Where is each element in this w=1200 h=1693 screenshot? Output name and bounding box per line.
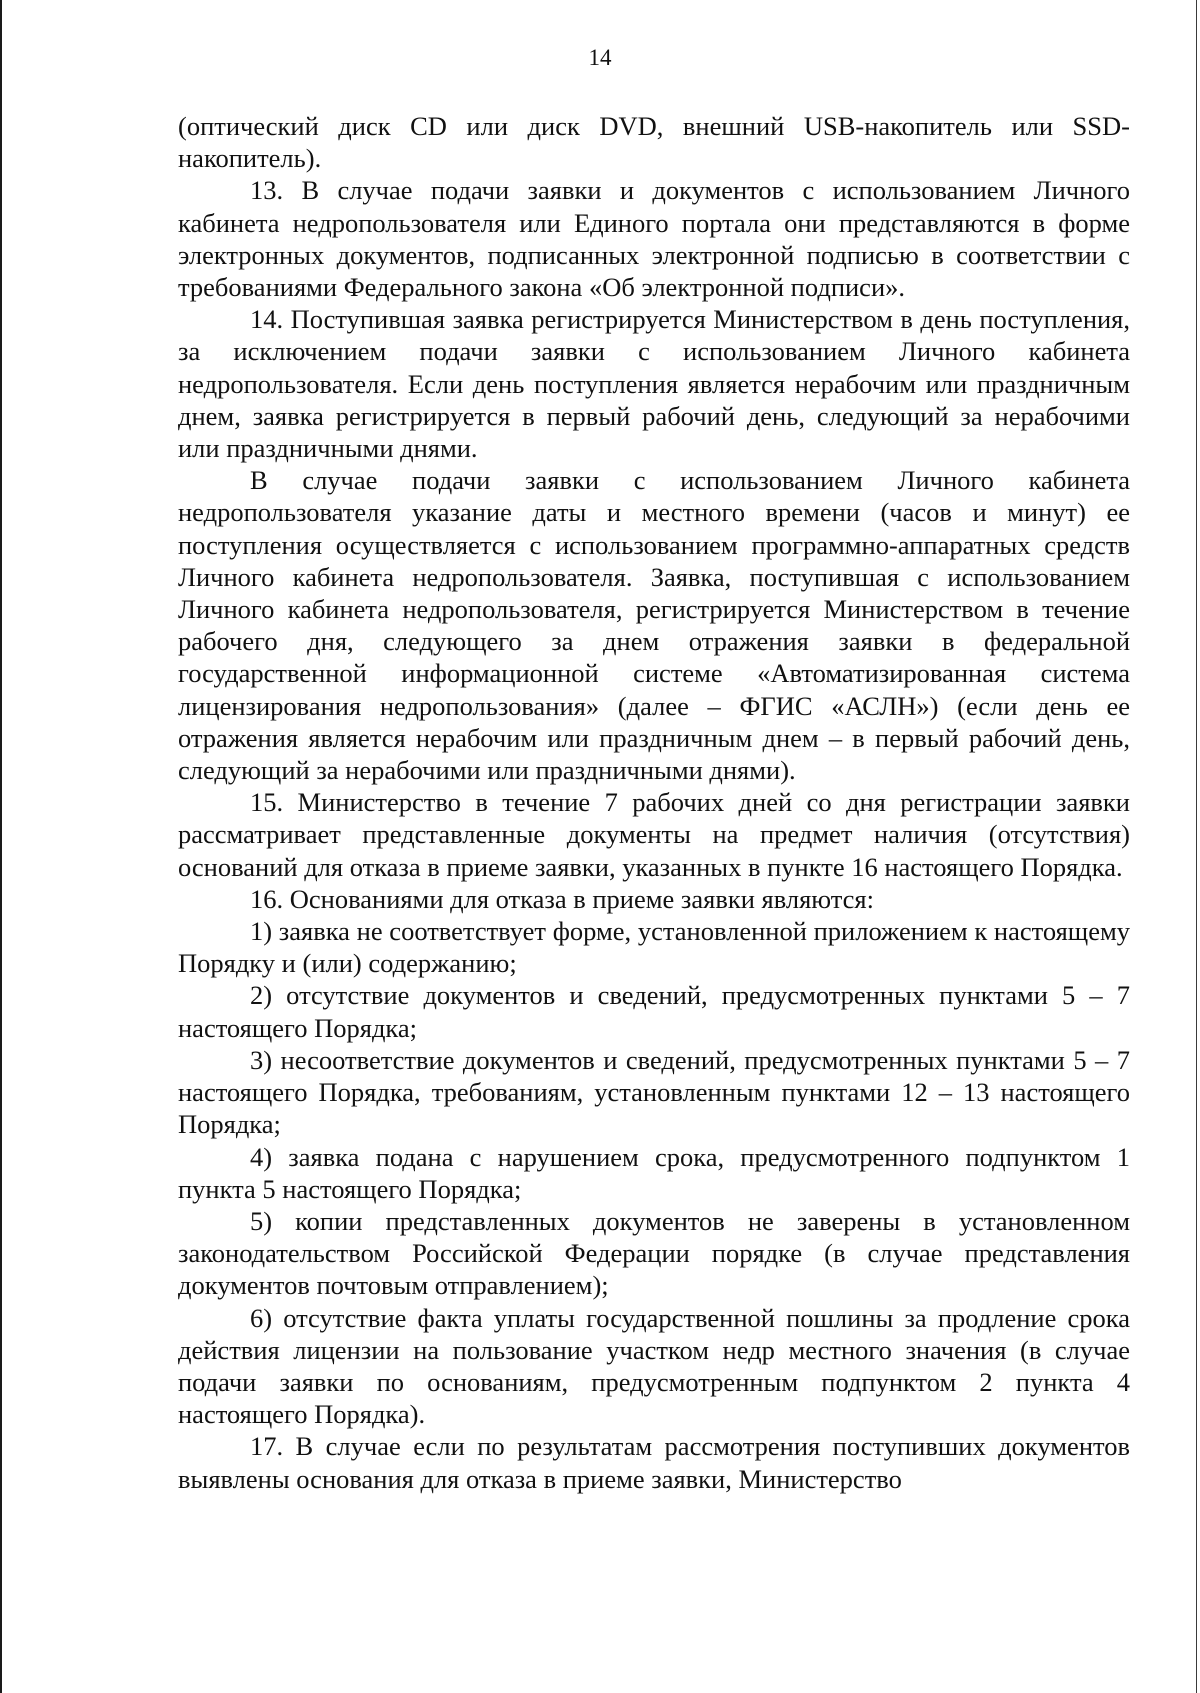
list-item-16-2: 2) отсутствие документов и сведений, предусмотренных пунктами 5 – 7 настоящего Порядка; [178, 980, 1130, 1043]
list-item-16-1: 1) заявка не соответствует форме, установленной приложением к настоящему Порядку и (или) содержанию; [178, 916, 1130, 979]
paragraph-13: 13. В случае подачи заявки и документов с использованием Личного кабинета недропользователя или Единого портала они представляются в форме электронных документов, подписанных электронной подписью в соответствии с требованиями Федерального закона «Об электронной подписи». [178, 175, 1130, 303]
document-body [178, 110, 1130, 1495]
page-number: 14 [588, 45, 612, 70]
list-item-16-4: 4) заявка подана с нарушением срока, предусмотренного подпунктом 1 пункта 5 настоящего Порядка; [178, 1141, 1130, 1204]
paragraph-15: 15. Министерство в течение 7 рабочих дней со дня регистрации заявки рассматривает представленные документы на предмет наличия (отсутствия) оснований для отказа в приеме заявки, указанных в пункте 16 настоящего Порядка. [178, 787, 1130, 882]
list-item-16-3: 3) несоответствие документов и сведений, предусмотренных пунктами 5 – 7 настоящего Порядка, требованиям, установленным пунктами 12 – 13 настоящего Порядка; [178, 1044, 1130, 1140]
paragraph-16: 16. Основаниями для отказа в приеме заявки являются: [250, 883, 874, 914]
scan-left-edge [0, 0, 2, 1693]
paragraph-14: 14. Поступившая заявка регистрируется Министерством в день поступления, за исключением подачи заявки с использованием Личного кабинета недропользователя. Если день поступления является нерабочим или праздничным днем, заявка регистрируется в первый рабочий день, следующий за нерабочими или праздничными днями. [178, 304, 1130, 464]
list-item-16-5: 5) копии представленных документов не заверены в установленном законодательством Российской Федерации порядке (в случае представления документов почтовым отправлением); [178, 1205, 1130, 1301]
paragraph-continuation: (оптический диск CD или диск DVD, внешний USB-накопитель или SSD-накопитель). [178, 111, 1130, 174]
list-item-16-6: 6) отсутствие факта уплаты государственной пошлины за продление срока действия лицензии на пользование участком недр местного значения (в случае подачи заявки по основаниям, предусмотренным подпунктом 2 пункта 4 настоящего Порядка). [178, 1302, 1130, 1430]
scan-right-edge [1196, 0, 1197, 1693]
paragraph-14-personal-cabinet: В случае подачи заявки с использованием Личного кабинета недропользователя указание даты и местного времени (часов и минут) ее поступления осуществляется с использованием программно-аппаратных средств Личного кабинета недропользователя. Заявка, поступившая с использованием Личного кабинета недропользователя, регистрируется Министерством в течение рабочего дня, следующего за днем отражения заявки в федеральной государственной информационной системе «Автоматизированная система лицензирования недропользования» (далее – ФГИС «АСЛН») (если день ее отражения является нерабочим или праздничным днем – в первый рабочий день, следующий за нерабочими или праздничными днями). [178, 465, 1130, 786]
paragraph-17: 17. В случае если по результатам рассмотрения поступивших документов выявлены основания для отказа в приеме заявки, Министерство [178, 1431, 1130, 1494]
